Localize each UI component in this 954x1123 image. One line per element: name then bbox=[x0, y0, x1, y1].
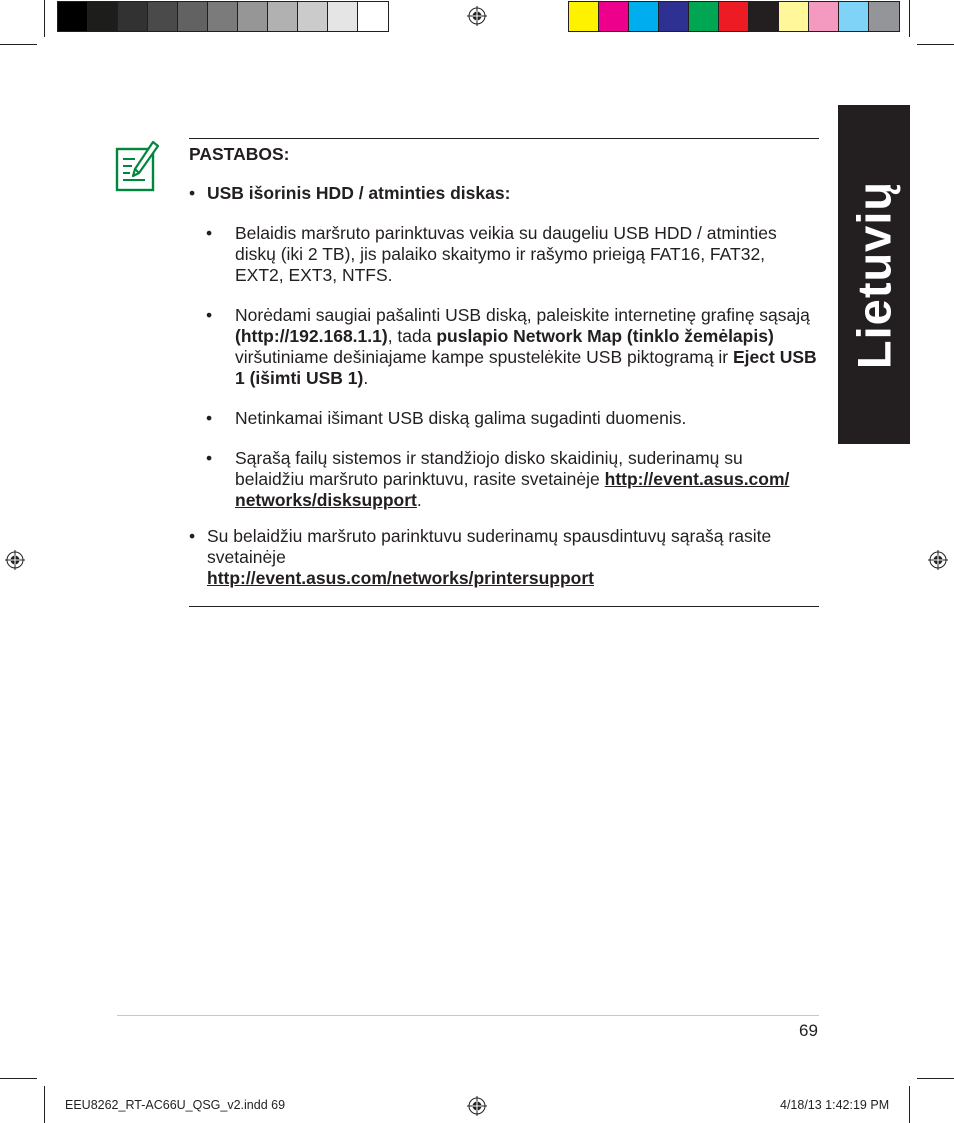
color-swatch bbox=[178, 2, 208, 31]
color-swatch bbox=[208, 2, 238, 31]
color-swatch bbox=[749, 2, 779, 31]
crop-mark bbox=[0, 44, 37, 45]
list-item bbox=[206, 448, 806, 511]
color-swatch bbox=[629, 2, 659, 31]
text-run: . bbox=[416, 490, 422, 510]
bullet-dot: • bbox=[189, 526, 196, 546]
list-item-text: Netinkamai išimant USB diską galima sugadinti duomenis. bbox=[235, 408, 687, 428]
crop-mark bbox=[917, 1078, 954, 1079]
router-url: (http://192.168.1.1) bbox=[235, 326, 388, 346]
list-item-text: Belaidis maršruto parinktuvas veikia su daugeliu USB HDD / atminties diskų (iki 2 TB), jis palaiko skaitymo ir rašymo prieigą FAT16, FAT32, EXT2, EXT3, NTFS. bbox=[235, 223, 777, 285]
note-pencil-icon bbox=[115, 140, 159, 192]
network-map-label: puslapio Network Map (tinklo žemėlapis) bbox=[436, 326, 774, 346]
notes-bottom-rule bbox=[189, 606, 819, 607]
color-swatch bbox=[809, 2, 839, 31]
color-swatch bbox=[599, 2, 629, 31]
color-swatch bbox=[328, 2, 358, 31]
bullet-dot: • bbox=[189, 183, 196, 203]
list-item-text bbox=[235, 448, 805, 511]
list-item-text bbox=[207, 526, 807, 589]
bullet-dot: • bbox=[206, 448, 213, 468]
footer-rule bbox=[117, 1015, 819, 1016]
registration-target-icon bbox=[467, 6, 487, 26]
color-swatch bbox=[689, 2, 719, 31]
printersupport-link[interactable]: http://event.asus.com/networks/printersupport bbox=[207, 568, 594, 588]
text-run: . bbox=[363, 368, 369, 388]
registration-target-icon bbox=[928, 550, 948, 570]
text-run: , tada bbox=[387, 326, 437, 346]
color-swatch bbox=[659, 2, 689, 31]
slug-timestamp: 4/18/13 1:42:19 PM bbox=[780, 1098, 890, 1112]
color-swatch bbox=[118, 2, 148, 31]
list-item bbox=[206, 305, 826, 390]
page-number: 69 bbox=[799, 1021, 818, 1040]
crop-mark bbox=[44, 0, 45, 37]
registration-target-icon bbox=[5, 550, 25, 570]
crop-mark bbox=[44, 1086, 45, 1123]
color-swatch bbox=[569, 2, 599, 31]
color-swatch bbox=[58, 2, 88, 31]
bullet-dot: • bbox=[206, 408, 213, 428]
notes-heading: PASTABOS: bbox=[189, 144, 290, 164]
color-swatch bbox=[148, 2, 178, 31]
color-swatch bbox=[268, 2, 298, 31]
disksupport-link[interactable]: http://event.asus.com/ networks/disksupport bbox=[235, 469, 790, 510]
text-run: Norėdami saugiai pašalinti USB diską, paleiskite internetinę grafinę sąsają bbox=[235, 305, 810, 325]
list-item-text bbox=[235, 305, 825, 389]
color-swatch bbox=[88, 2, 118, 31]
bullet-dot: • bbox=[206, 305, 213, 325]
crop-mark bbox=[0, 1078, 37, 1079]
crop-mark bbox=[917, 44, 954, 45]
language-tab-label: Lietuvių bbox=[847, 180, 901, 369]
crop-mark bbox=[909, 0, 910, 37]
bullet-dot: • bbox=[206, 223, 213, 243]
gray-color-bar bbox=[57, 1, 389, 32]
notes-top-rule bbox=[189, 138, 819, 139]
color-swatch bbox=[298, 2, 328, 31]
color-swatch bbox=[869, 2, 899, 31]
printer-support-item bbox=[189, 526, 809, 589]
color-swatch bbox=[719, 2, 749, 31]
list-item bbox=[206, 223, 806, 286]
slug-filename: EEU8262_RT-AC66U_QSG_v2.indd 69 bbox=[65, 1098, 286, 1112]
text-run: viršutiniame dešiniajame kampe spustelėkite USB piktogramą ir bbox=[235, 347, 733, 367]
language-tab bbox=[838, 105, 910, 444]
eject-usb-label: Eject USB 1 (išimti USB 1) bbox=[235, 347, 817, 388]
registration-target-icon bbox=[467, 1096, 487, 1116]
text-run: Sąrašą failų sistemos ir standžiojo disko skaidinių, suderinamų su belaidžiu maršruto parinktuvu, rasite svetainėje bbox=[235, 448, 743, 489]
color-swatch bbox=[238, 2, 268, 31]
process-color-bar bbox=[568, 1, 900, 32]
crop-mark bbox=[909, 1086, 910, 1123]
color-swatch bbox=[839, 2, 869, 31]
usb-heading: USB išorinis HDD / atminties diskas: bbox=[207, 183, 511, 203]
color-swatch bbox=[358, 2, 388, 31]
color-swatch bbox=[779, 2, 809, 31]
text-run: Su belaidžiu maršruto parinktuvu suderinamų spausdintuvų sąrašą rasite svetainėje bbox=[207, 526, 772, 567]
